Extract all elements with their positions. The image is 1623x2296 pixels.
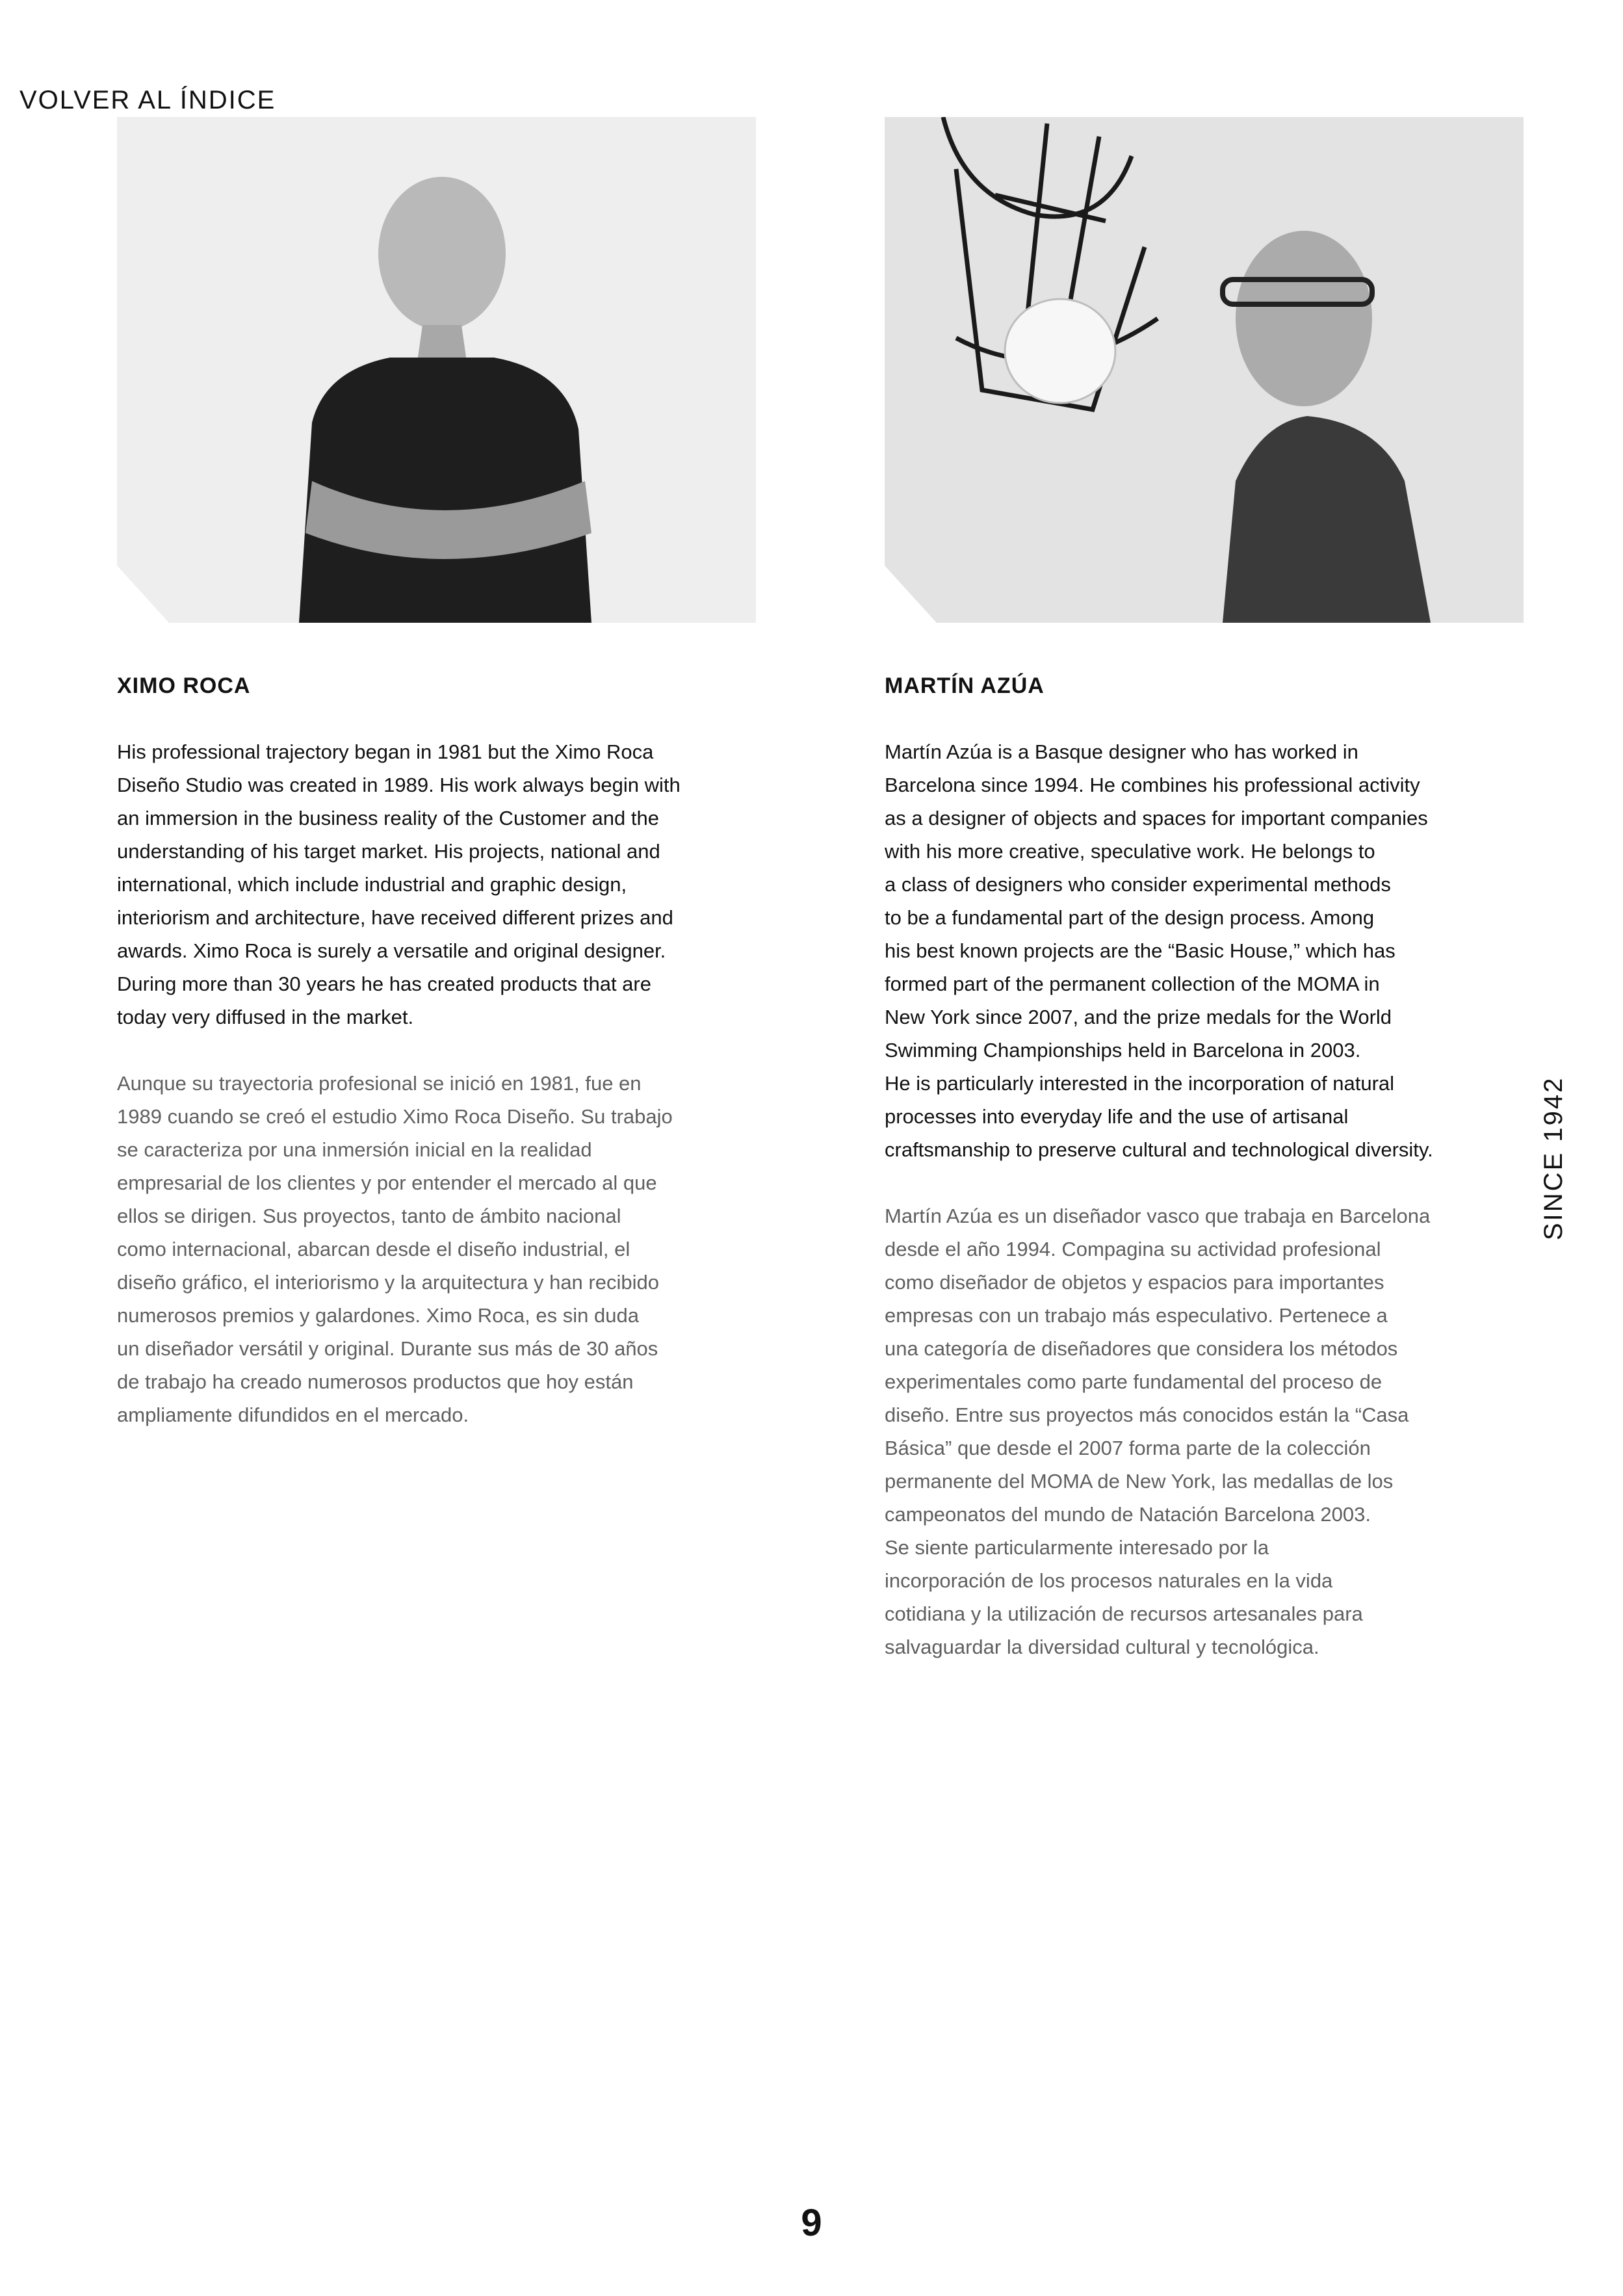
designer-card-martin-azua	[885, 673, 1535, 1663]
bio-english: His professional trajectory began in 1981 but the Ximo Roca Diseño Studio was created in 1989. His work always begin with an immersion in the business reality of the Customer and the understanding of his target market. His projects, national and international, which include industrial and graphic design, interiorism and architecture, have received different prizes and awards. Ximo Roca is surely a versatile and original designer. During more than 30 years he has created products that are today very diffused in the market.	[117, 740, 681, 1028]
martin-azua-portrait	[885, 117, 1524, 623]
designer-card-ximo-roca	[117, 673, 760, 1431]
designer-name: MARTÍN AZÚA	[885, 673, 1045, 698]
bio-english: Martín Azúa is a Basque designer who has worked in Barcelona since 1994. He combines his professional activity as a designer of objects and spaces for important companies with his more creative, speculative work. He belongs to a class of designers who consider experimental methods to be a fundamental part of the design process. Among his best known projects are the “Basic House,” which has formed part of the permanent collection of the MOMA in New York since 2007, and the prize medals for the World Swimming Championships held in Barcelona in 2003. He is particularly interested in the incorporation of natural processes into everyday life and the use of artisanal craftsmanship to preserve cultural and technological diversity.	[885, 740, 1433, 1161]
designer-name: XIMO ROCA	[117, 673, 251, 698]
ximo-roca-portrait	[117, 117, 756, 623]
bio-spanish: Martín Azúa es un diseñador vasco que trabaja en Barcelona desde el año 1994. Compagina su actividad profesional como diseñador de objetos y espacios para importantes empresas con un trabajo más especulativo. Pertenece a una categoría de diseñadores que considera los métodos experimentales como parte fundamental del proceso de diseño. Entre sus proyectos más conocidos están la “Casa Básica” que desde el 2007 forma parte de la colección permanente del MOMA de New York, las medallas de los campeonatos del mundo de Natación Barcelona 2003. Se siente particularmente interesado por la incorporación de los procesos naturales en la vida cotidiana y la utilización de recursos artesanales para salvaguardar la diversidad cultural y tecnológica.	[885, 1205, 1431, 1658]
bio-spanish: Aunque su trayectoria profesional se inició en 1981, fue en 1989 cuando se creó el estudio Ximo Roca Diseño. Su trabajo se caracteriza por una inmersión inicial en la realidad empresarial de los clientes y por entender el mercado al que ellos se dirigen. Sus proyectos, tanto de ámbito nacional como internacional, abarcan desde el diseño industrial, el diseño gráfico, el interiorismo y la arquitectura y han recibido numerosos premios y galardones. Ximo Roca, es sin duda un diseñador versátil y original. Durante sus más de 30 años de trabajo ha creado numerosos productos que hoy están ampliamente difundidos en el mercado.	[117, 1072, 673, 1426]
back-to-index-link[interactable]: VOLVER AL ÍNDICE	[19, 86, 276, 114]
since-1942-label: SINCE 1942	[1539, 1076, 1568, 1240]
page-number: 9	[801, 2202, 822, 2244]
